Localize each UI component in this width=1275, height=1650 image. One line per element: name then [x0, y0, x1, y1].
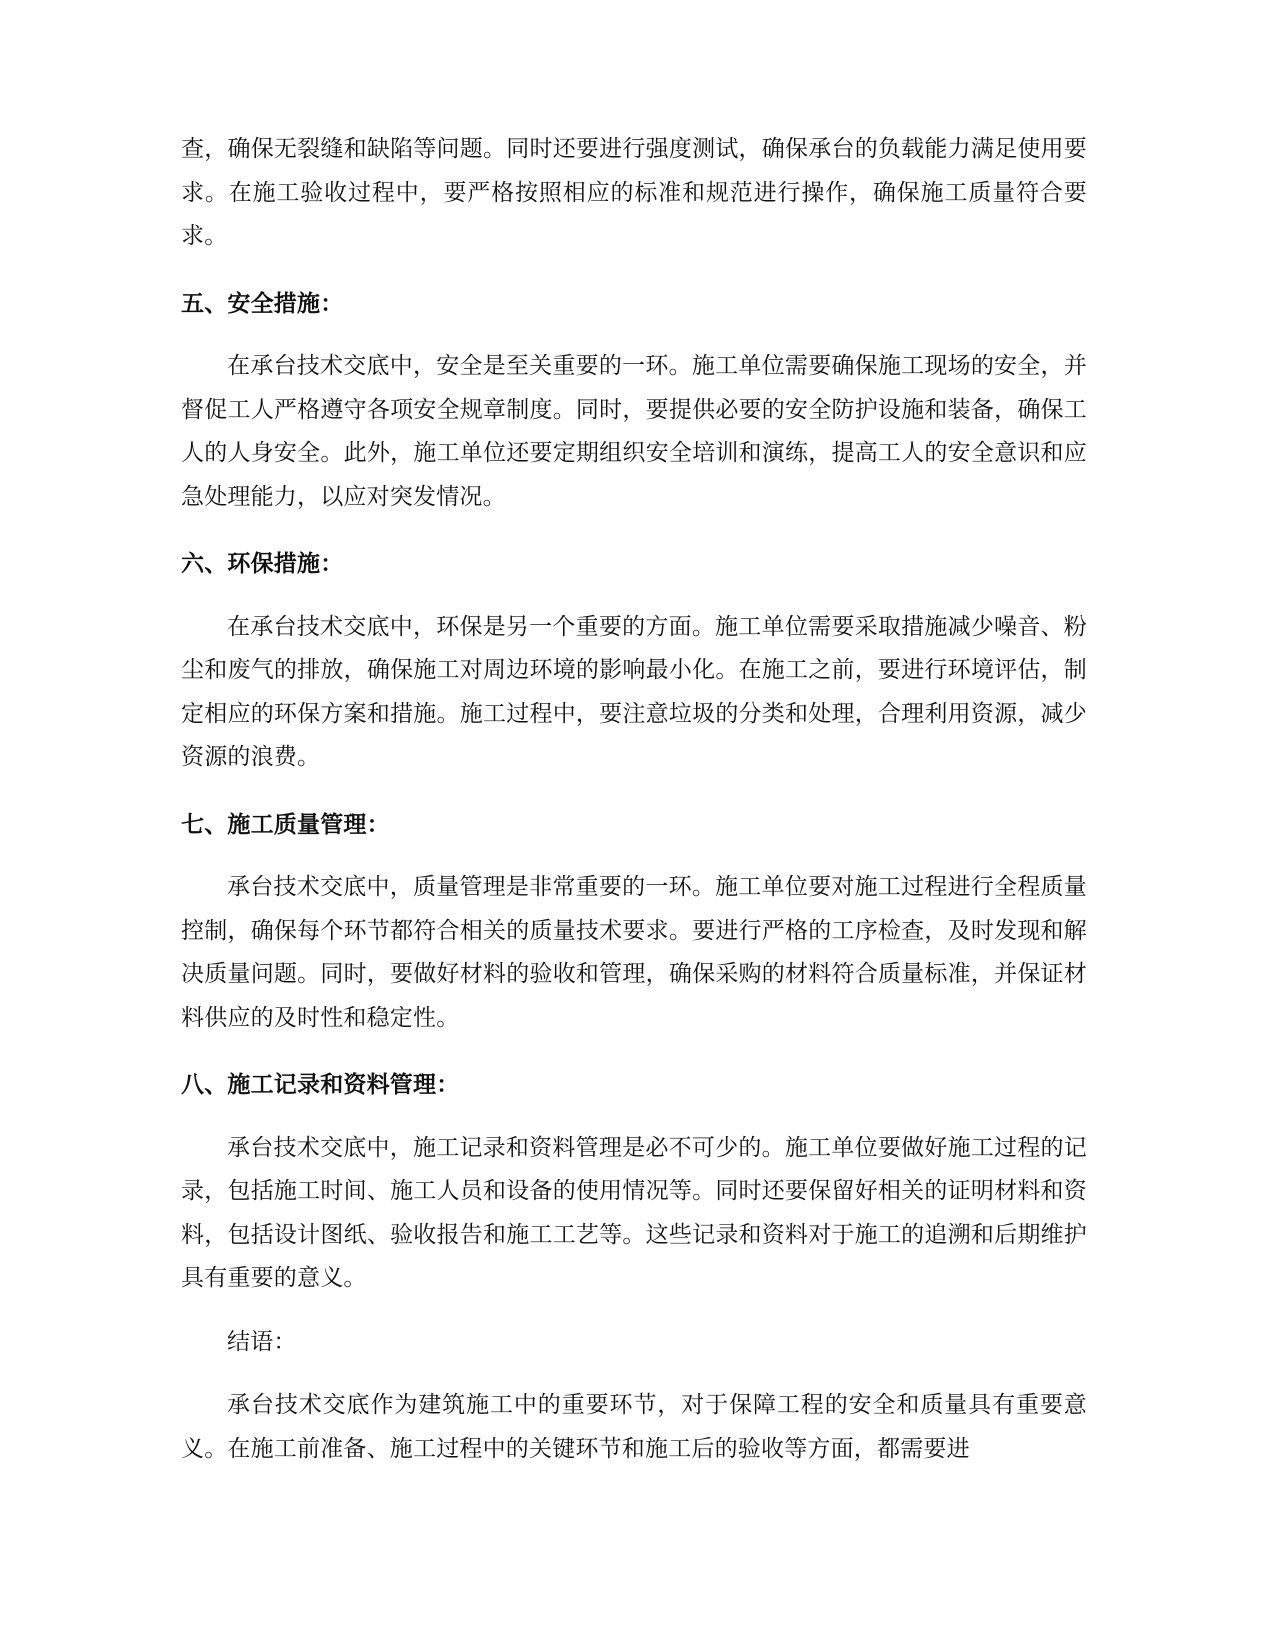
section-paragraph-quality: 承台技术交底中，质量管理是非常重要的一环。施工单位要对施工过程进行全程质量控制，确保每个环节都符合相关的质量技术要求。要进行严格的工序检查，及时发现和解决质量问题。同时，要做好材料的验收和管理，确保采购的材料符合质量标准，并保证材料供应的及时性和稳定性。: [181, 874, 1087, 1031]
section-heading-safety: 五、安全措施：: [181, 290, 344, 317]
section-paragraph-safety: 在承台技术交底中，安全是至关重要的一环。施工单位需要确保施工现场的安全，并督促工人严格遵守各项安全规章制度。同时，要提供必要的安全防护设施和装备，确保工人的人身安全。此外，施工单位还要定期组织安全培训和演练，提高工人的安全意识和应急处理能力，以应对突发情况。: [181, 353, 1087, 510]
intro-paragraph: 查，确保无裂缝和缺陷等问题。同时还要进行强度测试，确保承台的负载能力满足使用要求。在施工验收过程中，要严格按照相应的标准和规范进行操作，确保施工质量符合要求。: [181, 136, 1087, 249]
conclusion-label: 结语：: [227, 1328, 297, 1355]
section-heading-environment: 六、环保措施：: [181, 551, 344, 577]
section-paragraph-environment: 在承台技术交底中，环保是另一个重要的方面。施工单位需要采取措施减少噪音、粉尘和废气的排放，确保施工对周边环境的影响最小化。在施工之前，要进行环境评估，制定相应的环保方案和措施。施工过程中，要注意垃圾的分类和处理，合理利用资源，减少资源的浪费。: [181, 613, 1087, 770]
section-heading-quality: 七、施工质量管理：: [181, 811, 390, 838]
section-paragraph-records: 承台技术交底中，施工记录和资料管理是必不可少的。施工单位要做好施工过程的记录，包括施工时间、施工人员和设备的使用情况等。同时还要保留好相关的证明材料和资料，包括设计图纸、验收报告和施工工艺等。这些记录和资料对于施工的追溯和后期维护具有重要的意义。: [181, 1134, 1087, 1291]
document-body: [181, 128, 1087, 1471]
section-heading-records: 八、施工记录和资料管理：: [181, 1072, 460, 1098]
conclusion-paragraph: 承台技术交底作为建筑施工中的重要环节，对于保障工程的安全和质量具有重要意义。在施工前准备、施工过程中的关键环节和施工后的验收等方面，都需要进: [181, 1392, 1087, 1462]
